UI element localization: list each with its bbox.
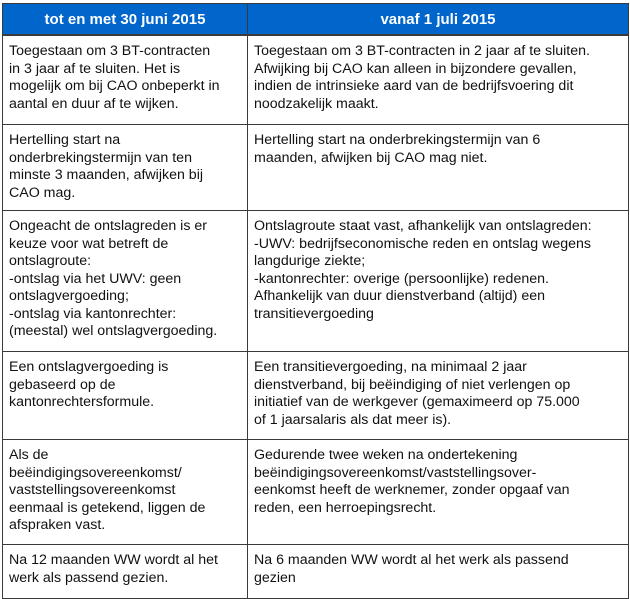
cell-after — [248, 352, 629, 440]
cell-text: Hertelling start na onderbrekingstermijn van ten minste 3 maanden, afwijken bij CAO mag. — [9, 132, 203, 201]
table-row — [3, 352, 629, 440]
cell-after — [248, 440, 629, 545]
cell-after — [248, 35, 629, 125]
table-row — [3, 545, 629, 599]
cell-text: Ongeacht de ontslagreden is er keuze voor wat betreft de ontslagroute: -ontslag via het UWV: geen ontslagvergoeding; -ontslag via kantonrechter: (meestal) wel ontslagvergoeding. — [9, 218, 218, 339]
column-header-after: vanaf 1 juli 2015 — [248, 4, 629, 36]
table-row — [3, 125, 629, 211]
cell-text: Een transitievergoeding, na minimaal 2 jaar dienstverband, bij beëindiging of niet verlengen op initiatief van de werkgever (gemaximeerd op 75.000 of 1 jaarsalaris als dat meer is). — [254, 359, 580, 428]
comparison-table — [2, 3, 629, 599]
cell-text: Ontslagroute staat vast, afhankelijk van ontslagreden: -UWV: bedrijfseconomische reden en ontslag wegens langdurige ziekte; -kantonrechter: overige (persoonlijke) redenen. Afhankelijk van duur dienstverband (altijd) een transitievergoeding — [254, 218, 592, 322]
cell-text: Toegestaan om 3 BT-contracten in 2 jaar af te sluiten. Afwijking bij CAO kan alleen in bijzondere gevallen, indien de intrinsieke aard van de bedrijfsvoering dit noodzakelijk maakt. — [254, 43, 590, 112]
cell-text: Hertelling start na onderbrekingstermijn van 6 maanden, afwijken bij CAO mag niet. — [254, 132, 541, 166]
cell-text: Na 12 maanden WW wordt al het werk als passend gezien. — [9, 552, 218, 586]
cell-after — [248, 545, 629, 599]
cell-text: Als de beëindigingsovereenkomst/ vaststellingsovereenkomst eenmaal is getekend, liggen de afspraken vast. — [9, 447, 206, 533]
cell-before — [3, 545, 248, 599]
cell-text: Een ontslagvergoeding is gebaseerd op de kantonrechtersformule. — [9, 359, 169, 410]
column-header-before: tot en met 30 juni 2015 — [3, 4, 248, 36]
cell-before — [3, 211, 248, 352]
cell-text: Na 6 maanden WW wordt al het werk als passend gezien — [254, 552, 569, 586]
cell-after — [248, 211, 629, 352]
cell-before — [3, 125, 248, 211]
cell-text: Gedurende twee weken na ondertekening beëindigingsovereenkomst/vaststellingsover- eenkomst heeft de werknemer, zonder opgaaf van reden, een herroepingsrecht. — [254, 447, 570, 516]
header-row — [3, 4, 629, 36]
cell-before — [3, 35, 248, 125]
table-row — [3, 35, 629, 125]
table-row — [3, 440, 629, 545]
cell-before — [3, 352, 248, 440]
table-row — [3, 211, 629, 352]
cell-text: Toegestaan om 3 BT-contracten in 3 jaar af te sluiten. Het is mogelijk om bij CAO onbeperkt in aantal en duur af te wijken. — [9, 43, 220, 112]
cell-before — [3, 440, 248, 545]
cell-after — [248, 125, 629, 211]
